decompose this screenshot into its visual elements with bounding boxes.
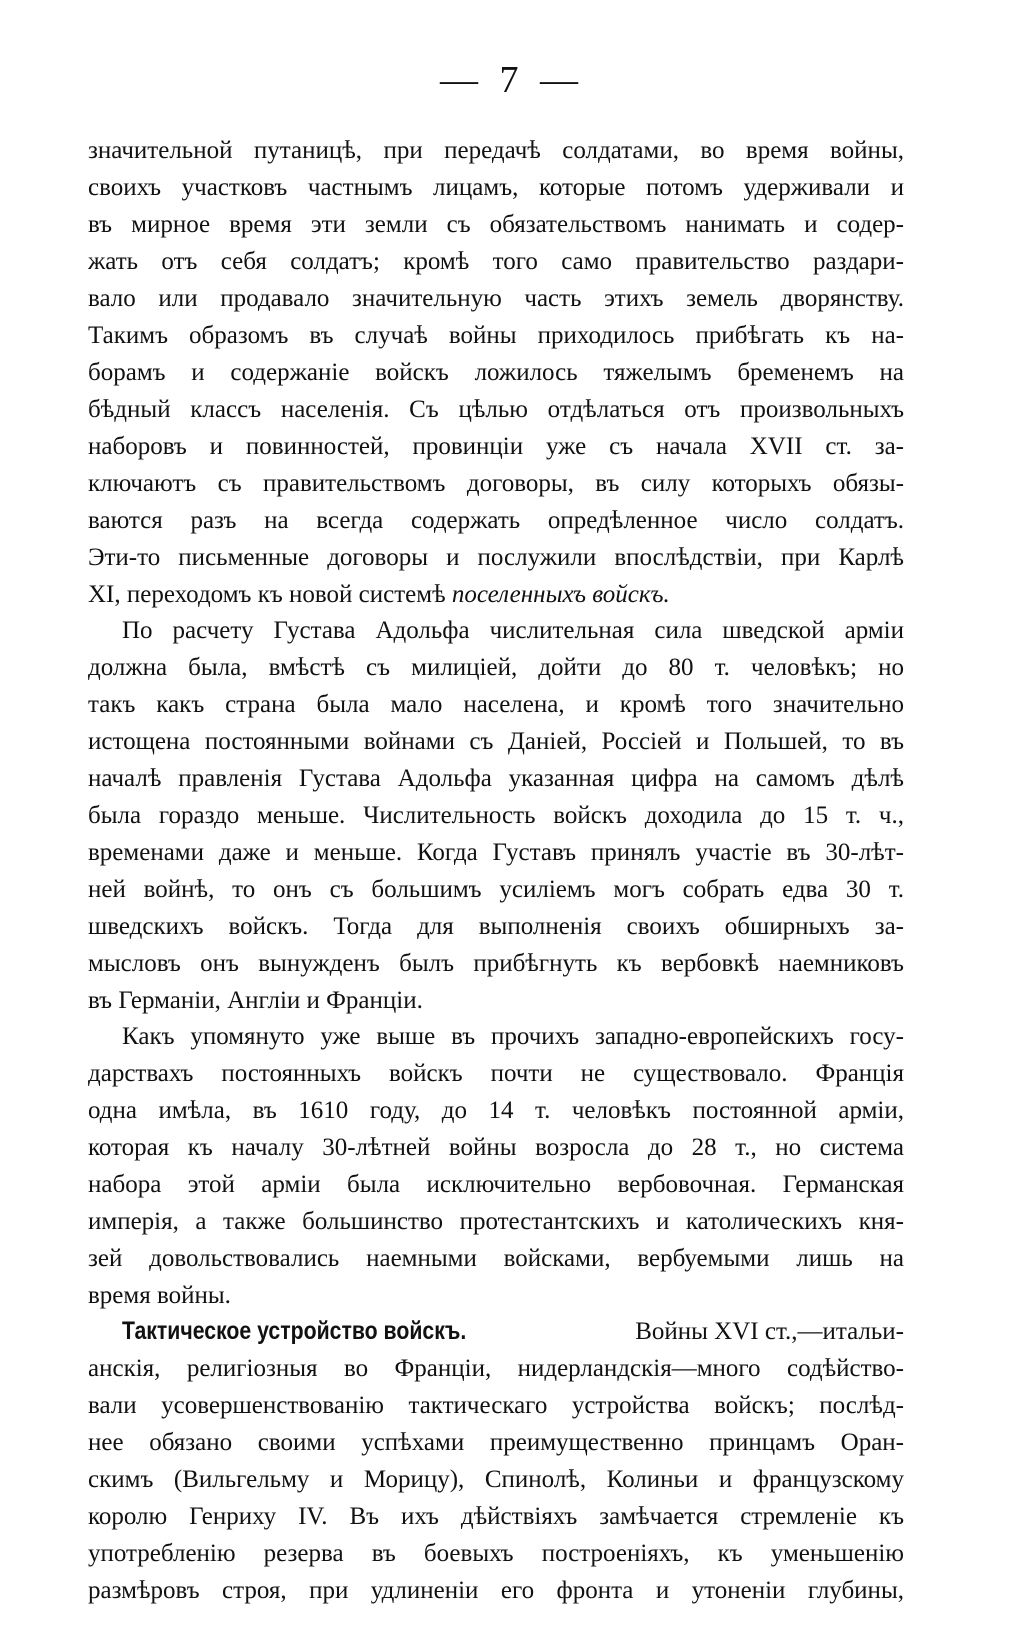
text-line: въ Германіи, Англіи и Франціи. <box>88 987 423 1014</box>
text-line: мысловъ онъ вынужденъ былъ прибѣгнуть къ вербовкѣ наемниковъ <box>88 950 904 977</box>
paragraph <box>88 1018 904 1314</box>
text-line: значительной путаницѣ, при передачѣ солдатами, во время войны, <box>88 137 904 164</box>
text-line: временами даже и меньше. Когда Густавъ принялъ участіе въ 30-лѣт- <box>88 839 904 866</box>
text-line: По расчету Густава Адольфа числительная сила шведской арміи <box>122 617 904 644</box>
text-line: была гораздо меньше. Числительность войскъ доходила до 15 т. ч., <box>88 802 904 829</box>
paragraph <box>88 132 904 613</box>
text-line: анскія, религіозныя во Франціи, нидерландскія—много содѣйство- <box>88 1355 904 1382</box>
text-line: размѣровъ строя, при удлиненіи его фронта и утоненіи глубины, <box>88 1577 904 1604</box>
text-line: истощена постоянными войнами съ Даніей, Россіей и Польшей, то въ <box>88 728 904 755</box>
text-line: такъ какъ страна была мало населена, и кромѣ того значительно <box>88 691 904 718</box>
text-line: вало или продавало значительную часть этихъ земель дворянству. <box>88 285 904 312</box>
paragraph <box>88 612 904 1019</box>
page-number: — 7 — <box>440 59 584 101</box>
text-line: дарствахъ постоянныхъ войскъ почти не существовало. Франція <box>88 1060 904 1087</box>
text-line: набора этой арміи была исключительно вербовочная. Германская <box>88 1171 904 1198</box>
text-line: королю Генриху IV. Въ ихъ дѣйствіяхъ замѣчается стремленіе къ <box>88 1503 904 1530</box>
text-line: имперія, а также большинство протестантскихъ и католическихъ кня- <box>88 1208 904 1235</box>
text-line: борамъ и содержаніе войскъ ложилось тяжелымъ бременемъ на <box>88 359 904 386</box>
text-line: наборовъ и повинностей, провинціи уже съ начала XVII ст. за- <box>88 433 904 460</box>
section-heading: Тактическое устройство войскъ. <box>122 1317 467 1345</box>
paragraph <box>88 1313 904 1609</box>
text-line: своихъ участковъ частнымъ лицамъ, которые потомъ удерживали и <box>88 174 904 201</box>
text-span: Войны XVI ст.,—итальи- <box>635 1318 904 1345</box>
text-line: ваются разъ на всегда содержать опредѣленное число солдатъ. <box>88 507 904 534</box>
text-line: Какъ упомянуто уже выше въ прочихъ западно-европейскихъ госу- <box>122 1023 904 1050</box>
text-line: Эти-то письменные договоры и послужили впослѣдствіи, при Карлѣ <box>88 544 904 571</box>
text-line <box>88 1313 904 1350</box>
text-line: ключаютъ съ правительствомъ договоры, въ силу которыхъ обязы- <box>88 470 904 497</box>
text-line: бѣдный классъ населенія. Съ цѣлью отдѣлаться отъ произвольныхъ <box>88 396 904 423</box>
text-line: зей довольствовались наемными войсками, вербуемыми лишь на <box>88 1245 904 1272</box>
text-line: ней войнѣ, то онъ съ большимъ усиліемъ могъ собрать едва 30 т. <box>88 876 904 903</box>
text-line: Такимъ образомъ въ случаѣ войны приходилось прибѣгать къ на- <box>88 322 904 349</box>
text-line: одна имѣла, въ 1610 году, до 14 т. человѣкъ постоянной арміи, <box>88 1097 904 1124</box>
text-line <box>88 576 904 613</box>
text-line: началѣ правленія Густава Адольфа указанная цифра на самомъ дѣлѣ <box>88 765 904 792</box>
text-line: шведскихъ войскъ. Тогда для выполненія своихъ обширныхъ за- <box>88 913 904 940</box>
text-line: скимъ (Вильгельму и Морицу), Спинолѣ, Колиньи и французскому <box>88 1466 904 1493</box>
text-line: въ мирное время эти земли съ обязательствомъ нанимать и содер- <box>88 211 904 238</box>
text-line: жать отъ себя солдатъ; кромѣ того само правительство раздари- <box>88 248 904 275</box>
text-line: которая къ началу 30-лѣтней войны возросла до 28 т., но система <box>88 1134 904 1161</box>
text-line: вали усовершенствованію тактическаго устройства войскъ; послѣд- <box>88 1392 904 1419</box>
page-body <box>88 132 904 1609</box>
text-line: время войны. <box>88 1282 231 1309</box>
text-line: нее обязано своими успѣхами преимущественно принцамъ Оран- <box>88 1429 904 1456</box>
text-line: употребленію резерва въ боевыхъ построеніяхъ, къ уменьшенію <box>88 1540 904 1567</box>
italic-term: поселенныхъ войскъ. <box>451 581 670 608</box>
text-line: должна была, вмѣстѣ съ милиціей, дойти до 80 т. человѣкъ; но <box>88 654 904 681</box>
text-span: XI, переходомъ къ новой системѣ <box>88 581 446 608</box>
